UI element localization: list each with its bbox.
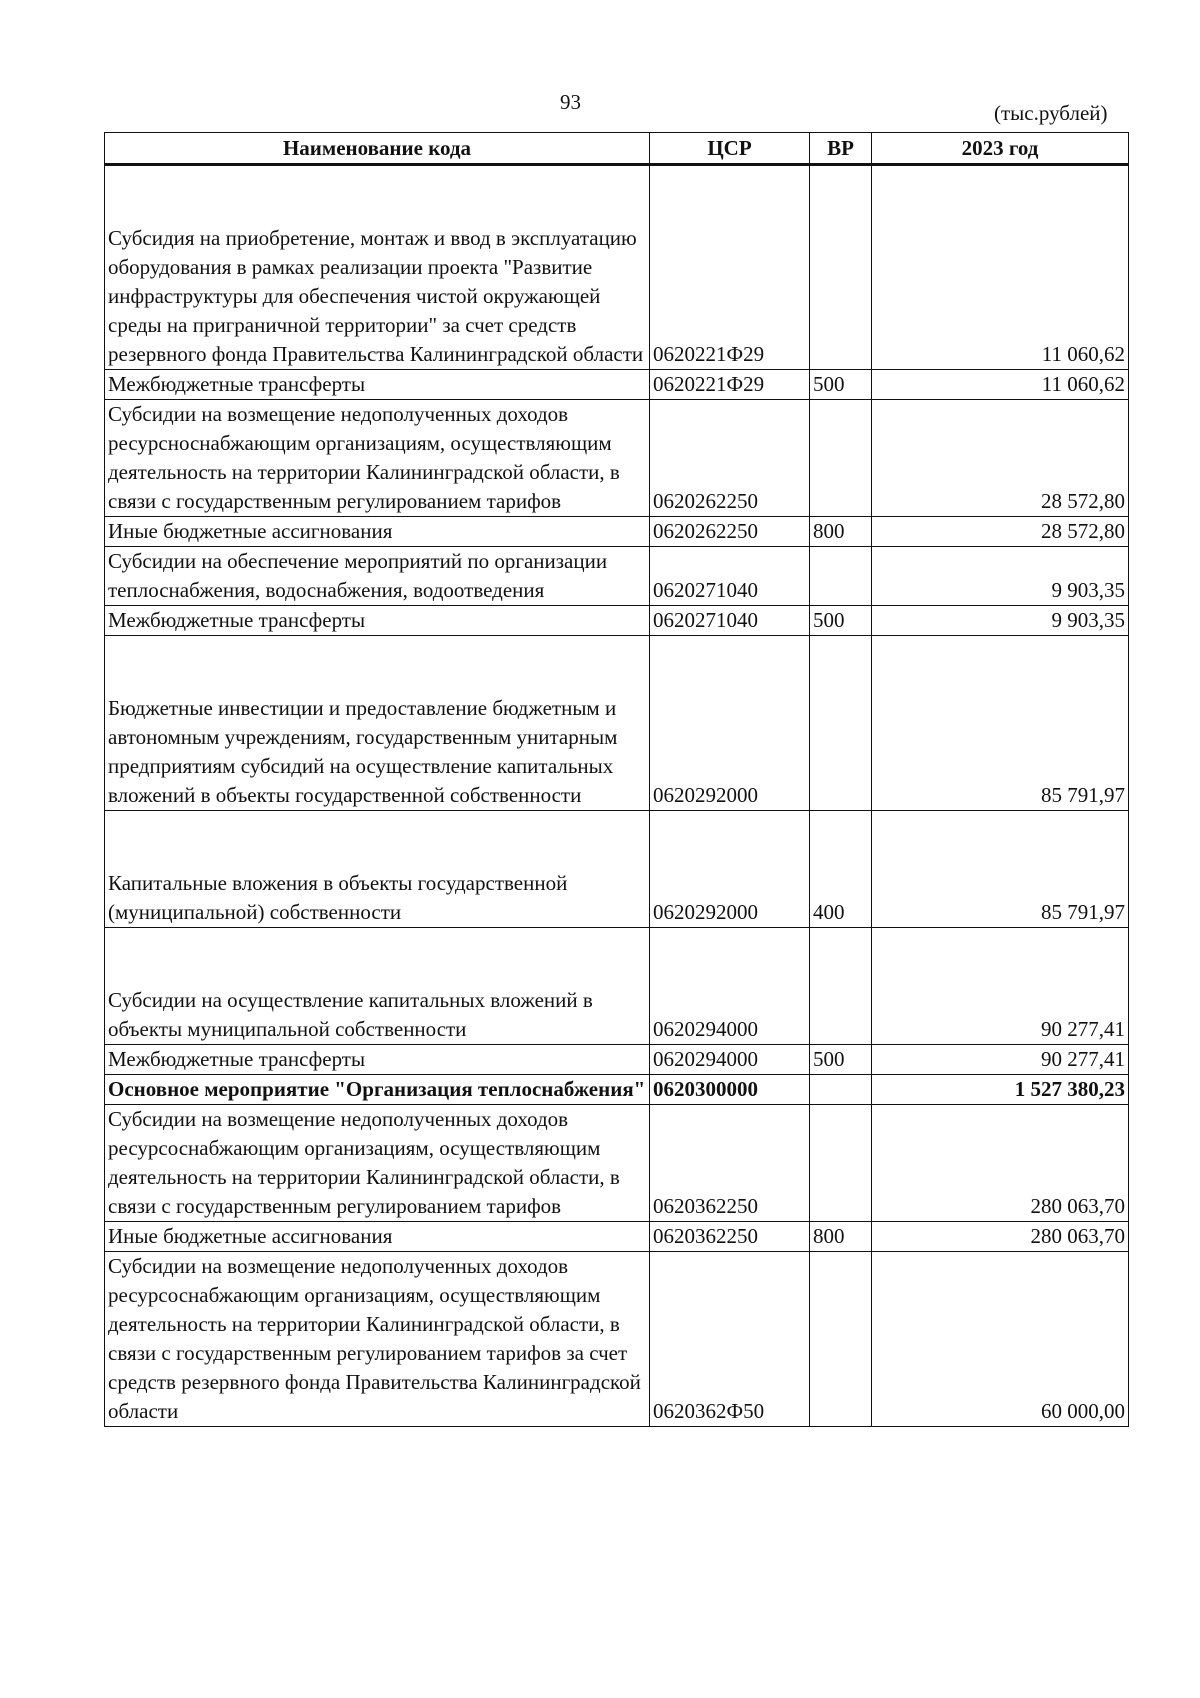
- row-csr: 0620300000: [650, 1075, 810, 1105]
- header-name: Наименование кода: [105, 133, 650, 165]
- row-sum: 90 277,41: [872, 928, 1129, 1045]
- row-sum: 90 277,41: [872, 1045, 1129, 1075]
- row-vr: 500: [810, 1045, 872, 1075]
- header-vr: ВР: [810, 133, 872, 165]
- row-sum: 11 060,62: [872, 165, 1129, 370]
- table-row: [105, 811, 1129, 928]
- table-row: [105, 1252, 1129, 1427]
- row-vr: 800: [810, 1222, 872, 1252]
- row-csr: 0620262250: [650, 400, 810, 517]
- table-row: [105, 1222, 1129, 1252]
- row-vr: 500: [810, 370, 872, 400]
- page-number: 93: [560, 90, 581, 114]
- row-csr: 0620271040: [650, 547, 810, 606]
- table-row: [105, 370, 1129, 400]
- row-sum: 28 572,80: [872, 400, 1129, 517]
- row-sum: 28 572,80: [872, 517, 1129, 547]
- header-sum: 2023 год: [872, 133, 1129, 165]
- row-vr: 400: [810, 811, 872, 928]
- row-vr: [810, 1105, 872, 1222]
- row-name: Субсидия на приобретение, монтаж и ввод в эксплуатацию оборудования в рамках реализации проекта "Развитие инфраструктуры для обеспечения чистой окружающей среды на приграничной территории" за счет средств резервного фонда Правительства Калининградской области: [105, 165, 650, 370]
- row-name: Межбюджетные трансферты: [105, 1045, 650, 1075]
- budget-table: [104, 132, 1129, 1427]
- row-sum: 11 060,62: [872, 370, 1129, 400]
- row-vr: [810, 1075, 872, 1105]
- row-name: Капитальные вложения в объекты государственной (муниципальной) собственности: [105, 811, 650, 928]
- row-vr: [810, 547, 872, 606]
- row-vr: [810, 1252, 872, 1427]
- row-csr: 0620362250: [650, 1222, 810, 1252]
- row-csr: 0620221Ф29: [650, 370, 810, 400]
- row-sum: 85 791,97: [872, 811, 1129, 928]
- row-csr: 0620271040: [650, 606, 810, 636]
- row-name: Бюджетные инвестиции и предоставление бюджетным и автономным учреждениям, государственным унитарным предприятиям субсидий на осуществление капитальных вложений в объекты государственной собственности: [105, 636, 650, 811]
- row-csr: 0620292000: [650, 811, 810, 928]
- row-name: Субсидии на возмещение недополученных доходов ресурсноснабжающим организациям, осуществляющим деятельность на территории Калининградской области, в связи с государственным регулированием тарифов: [105, 400, 650, 517]
- row-sum: 9 903,35: [872, 547, 1129, 606]
- row-name: Межбюджетные трансферты: [105, 606, 650, 636]
- row-name: Межбюджетные трансферты: [105, 370, 650, 400]
- row-csr: 0620292000: [650, 636, 810, 811]
- table-header-row: [105, 133, 1129, 165]
- row-vr: 500: [810, 606, 872, 636]
- row-sum: 9 903,35: [872, 606, 1129, 636]
- table-row: [105, 400, 1129, 517]
- table-row: [105, 1045, 1129, 1075]
- row-vr: [810, 636, 872, 811]
- row-name: Субсидии на осуществление капитальных вложений в объекты муниципальной собственности: [105, 928, 650, 1045]
- table-row: [105, 928, 1129, 1045]
- table-row: [105, 636, 1129, 811]
- row-sum: 280 063,70: [872, 1105, 1129, 1222]
- row-csr: 0620262250: [650, 517, 810, 547]
- row-sum: 60 000,00: [872, 1252, 1129, 1427]
- row-vr: [810, 928, 872, 1045]
- row-name: Субсидии на возмещение недополученных доходов ресурсоснабжающим организациям, осуществляющим деятельность на территории Калининградской области, в связи с государственным регулированием тарифов: [105, 1105, 650, 1222]
- row-vr: [810, 400, 872, 517]
- header-csr: ЦСР: [650, 133, 810, 165]
- table-row: [105, 1075, 1129, 1105]
- row-sum: 85 791,97: [872, 636, 1129, 811]
- row-csr: 0620294000: [650, 928, 810, 1045]
- row-vr: [810, 165, 872, 370]
- row-csr: 0620294000: [650, 1045, 810, 1075]
- row-name: Иные бюджетные ассигнования: [105, 1222, 650, 1252]
- row-name: Субсидии на возмещение недополученных доходов ресурсоснабжающим организациям, осуществляющим деятельность на территории Калининградской области, в связи с государственным регулированием тарифов за счет средств резервного фонда Правительства Калининградской области: [105, 1252, 650, 1427]
- row-csr: 0620362250: [650, 1105, 810, 1222]
- table-row: [105, 517, 1129, 547]
- table-row: [105, 165, 1129, 370]
- row-name: Субсидии на обеспечение мероприятий по организации теплоснабжения, водоснабжения, водоотведения: [105, 547, 650, 606]
- row-name: Основное мероприятие "Организация теплоснабжения": [105, 1075, 650, 1105]
- table-row: [105, 606, 1129, 636]
- table-row: [105, 547, 1129, 606]
- row-csr: 0620221Ф29: [650, 165, 810, 370]
- row-csr: 0620362Ф50: [650, 1252, 810, 1427]
- table-row: [105, 1105, 1129, 1222]
- row-sum: 280 063,70: [872, 1222, 1129, 1252]
- row-vr: 800: [810, 517, 872, 547]
- units-label: (тыс.рублей): [994, 101, 1108, 125]
- row-name: Иные бюджетные ассигнования: [105, 517, 650, 547]
- row-sum: 1 527 380,23: [872, 1075, 1129, 1105]
